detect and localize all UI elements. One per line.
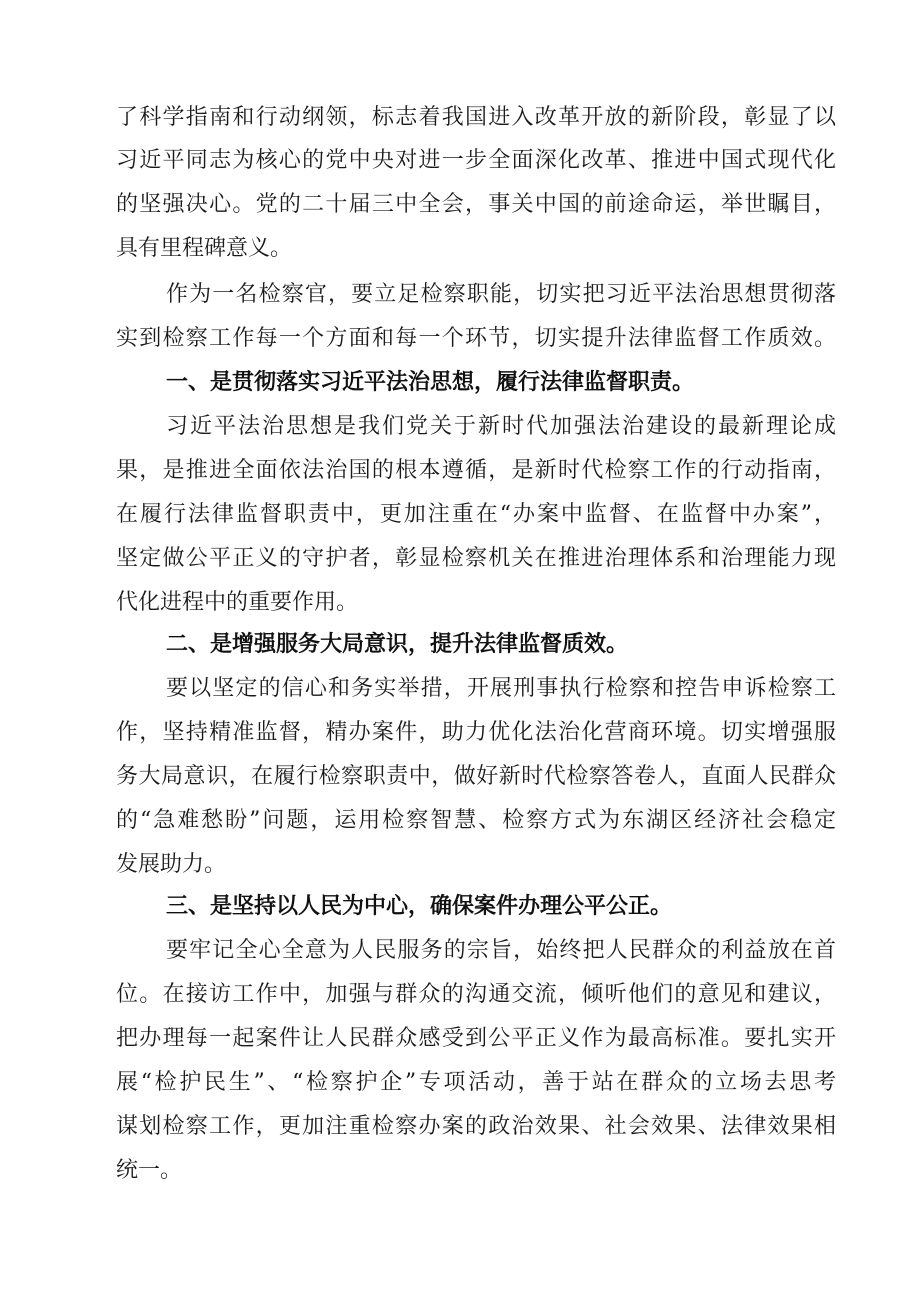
paragraph-line: 务大局意识，在履行检察职责中，做好新时代检察答卷人，直面人民群众	[116, 764, 836, 789]
paragraph-line: 统一。	[116, 1158, 183, 1183]
paragraph-line: 发展助力。	[116, 852, 227, 877]
section-heading-1: 一、是贯彻落实习近平法治思想，履行法律监督职责。	[166, 370, 695, 395]
paragraph-line: 在履行法律监督职责中，更加注重在“办案中监督、在监督中办案”，	[116, 502, 836, 527]
paragraph-line: 习近平法治思想是我们党关于新时代加强法治建设的最新理论成	[166, 414, 836, 439]
paragraph-line: 代化进程中的重要作用。	[116, 590, 359, 615]
paragraph-line: 坚定做公平正义的守护者，彰显检察机关在推进治理体系和治理能力现	[116, 546, 836, 571]
paragraph-line: 作为一名检察官，要立足检察职能，切实把习近平法治思想贯彻落	[166, 282, 836, 307]
paragraph-line: 果，是推进全面依法治国的根本遵循，是新时代检察工作的行动指南，	[116, 458, 836, 483]
paragraph-line: 展“检护民生”、“检察护企”专项活动，善于站在群众的立场去思考	[116, 1070, 836, 1095]
section-heading-2: 二、是增强服务大局意识，提升法律监督质效。	[166, 632, 629, 657]
paragraph-line: 实到检察工作每一个方面和每一个环节，切实提升法律监督工作质效。	[116, 326, 836, 351]
section-heading-3: 三、是坚持以人民为中心，确保案件办理公平公正。	[166, 894, 673, 919]
paragraph-line: 要牢记全心全意为人民服务的宗旨，始终把人民群众的利益放在首	[166, 938, 836, 963]
paragraph-line: 具有里程碑意义。	[116, 236, 293, 261]
paragraph-line: 位。在接访工作中，加强与群众的沟通交流，倾听他们的意见和建议，	[116, 982, 836, 1007]
paragraph-line: 把办理每一起案件让人民群众感受到公平正义作为最高标准。要扎实开	[116, 1026, 836, 1051]
paragraph-line: 谋划检察工作，更加注重检察办案的政治效果、社会效果、法律效果相	[116, 1114, 836, 1139]
paragraph-line: 了科学指南和行动纲领，标志着我国进入改革开放的新阶段，彰显了以	[116, 105, 836, 130]
paragraph-line: 作，坚持精准监督，精办案件，助力优化法治化营商环境。切实增强服	[116, 720, 836, 745]
paragraph-line: 习近平同志为核心的党中央对进一步全面深化改革、推进中国式现代化	[116, 148, 836, 173]
paragraph-line: 要以坚定的信心和务实举措，开展刑事执行检察和控告申诉检察工	[166, 676, 836, 701]
paragraph-line: 的坚强决心。党的二十届三中全会，事关中国的前途命运，举世瞩目，	[116, 192, 836, 217]
paragraph-line: 的“急难愁盼”问题，运用检察智慧、检察方式为东湖区经济社会稳定	[116, 808, 836, 833]
